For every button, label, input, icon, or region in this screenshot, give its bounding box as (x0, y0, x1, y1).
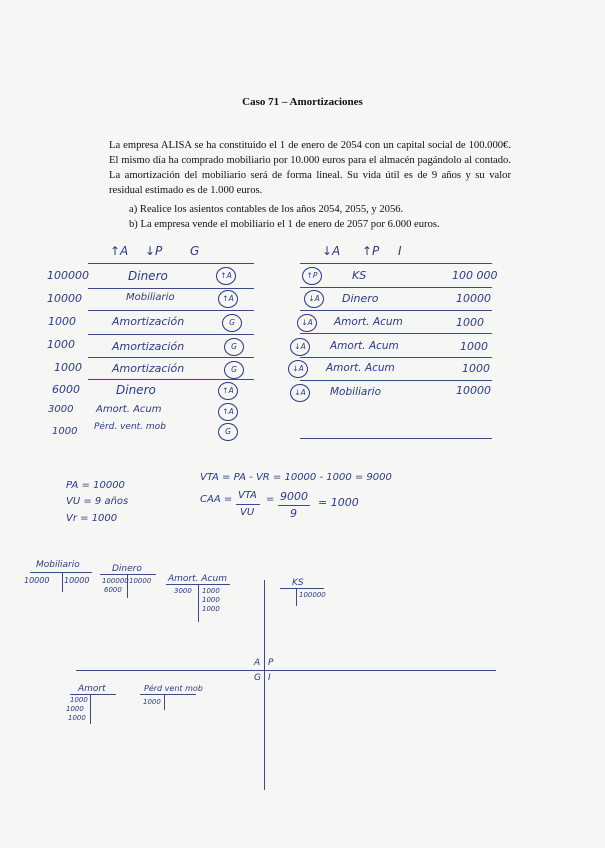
entry-tag-circle: G (222, 314, 242, 332)
divider (300, 357, 492, 358)
given-vr: Vr = 1000 (66, 513, 118, 524)
divider (300, 287, 492, 288)
t-stem (198, 584, 199, 622)
entry-account: Pérd. vent. mob (94, 422, 166, 432)
quadrant-label-i: I (268, 673, 271, 683)
t-debit: 6000 (104, 586, 122, 594)
t-stem (90, 694, 91, 724)
entry-tag-circle: ↓A (290, 384, 310, 402)
header-income: I (398, 244, 402, 258)
quadrant-label-g: G (254, 673, 261, 683)
divider (88, 379, 254, 380)
t-name: Mobiliario (36, 560, 80, 570)
entry-amount: 1000 (456, 316, 484, 329)
entry-tag-circle: ↓A (304, 290, 324, 308)
header-expense: G (190, 244, 200, 258)
entry-amount: 10000 (456, 292, 491, 305)
given-vu: VU = 9 años (66, 496, 129, 507)
t-debit: 1000 (66, 705, 84, 713)
t-bar (140, 694, 196, 695)
entry-account: KS (352, 269, 367, 282)
header-asset-up: ↑A (110, 244, 129, 258)
t-name: Dinero (112, 564, 142, 574)
entry-account: Dinero (342, 292, 379, 305)
entry-account: Amortización (112, 362, 185, 375)
divider (88, 310, 254, 311)
entry-amount: 3000 (48, 404, 74, 415)
t-stem (296, 588, 297, 606)
divider (300, 380, 492, 381)
divider (300, 333, 492, 334)
t-debit: 1000 (70, 696, 88, 704)
quadrant-horizontal-axis (76, 670, 496, 671)
frac-vta: VTA (238, 490, 257, 501)
t-debit: 3000 (174, 587, 192, 595)
page-title: Caso 71 – Amortizaciones (242, 96, 363, 108)
entry-tag-circle: ↑A (218, 382, 238, 400)
t-bar (280, 588, 324, 589)
calc-result: = 1000 (318, 496, 359, 509)
entry-amount: 1000 (52, 426, 78, 437)
t-credit: 1000 (202, 605, 220, 613)
entry-account: Amort. Acum (326, 362, 395, 374)
entry-tag-circle: G (224, 338, 244, 356)
entry-account: Amortización (112, 340, 185, 353)
t-name: Amort (78, 684, 106, 694)
divider (88, 288, 254, 289)
entry-tag-circle: ↑A (218, 290, 238, 308)
entry-tag-circle: G (218, 423, 238, 441)
entry-account: Amortización (112, 315, 185, 328)
quadrant-label-p: P (268, 658, 274, 668)
entry-amount: 1000 (460, 340, 488, 353)
entry-account: Mobiliario (126, 292, 175, 303)
entry-tag-circle: ↓A (288, 360, 308, 378)
header-liability-up: ↑P (362, 244, 380, 258)
fraction-bar (236, 504, 260, 505)
t-credit: 1000 (202, 596, 220, 604)
t-debit: 1000 (143, 698, 161, 706)
t-debit: 1000 (68, 714, 86, 722)
t-debit: 100000 (102, 577, 129, 585)
problem-statement: La empresa ALISA se ha constituido el 1 de enero de 2054 con un capital social de 100.000€. El mismo día ha comprado mobiliario por 10.000 euros para el almacén pagándolo al contado. La amortización del mobiliario será de forma lineal. Su vida útil es de 9 años y su valor residual estimado es de 1.000 euros. (109, 140, 511, 196)
t-bar (30, 572, 92, 573)
t-credit: 1000 (202, 587, 220, 595)
divider (300, 310, 492, 311)
entry-amount: 100 000 (452, 269, 498, 282)
entry-account: Amort. Acum (334, 316, 403, 328)
task-a: a) Realice los asientos contables de los años 2054, 2055, y 2056. (129, 204, 404, 215)
divider (300, 263, 492, 264)
t-bar (70, 694, 116, 695)
divider (88, 263, 254, 264)
entry-tag-circle: ↓A (290, 338, 310, 356)
t-credit: 10000 (64, 576, 90, 585)
entry-amount: 10000 (47, 292, 82, 305)
divider (300, 438, 492, 439)
entry-account: Dinero (128, 269, 168, 283)
task-b: b) La empresa vende el mobiliario el 1 de enero de 2057 por 6.000 euros. (129, 219, 440, 230)
calc-vta: VTA = PA - VR = 10000 - 1000 = 9000 (200, 472, 392, 483)
header-asset-down: ↓A (322, 244, 341, 258)
t-name: Pérd vent mob (144, 684, 203, 693)
entry-amount: 1000 (48, 315, 76, 328)
t-debit: 10000 (24, 576, 50, 585)
quadrant-vertical-axis (264, 580, 265, 790)
entry-amount: 1000 (462, 362, 490, 375)
entry-tag-circle: ↓A (297, 314, 317, 332)
entry-amount: 6000 (52, 383, 80, 396)
calc-caa-label: CAA = (200, 494, 233, 505)
header-liability-down: ↓P (145, 244, 163, 258)
given-pa: PA = 10000 (66, 480, 125, 491)
fraction-bar (278, 505, 310, 506)
t-credit: 100000 (299, 591, 326, 599)
entry-amount: 100000 (47, 269, 89, 282)
quadrant-label-a: A (254, 658, 261, 668)
t-name: KS (292, 578, 304, 588)
entry-tag-circle: ↑P (302, 267, 322, 285)
calc-eq: = (266, 494, 275, 505)
entry-account: Mobiliario (330, 386, 381, 398)
entry-amount: 1000 (54, 361, 82, 374)
frac-9: 9 (290, 507, 297, 520)
frac-9000: 9000 (280, 490, 308, 503)
entry-amount: 10000 (456, 384, 491, 397)
entry-account: Amort. Acum (96, 404, 162, 415)
entry-tag-circle: ↑A (218, 403, 238, 421)
entry-account: Dinero (116, 383, 156, 397)
entry-tag-circle: G (224, 361, 244, 379)
divider (88, 357, 254, 358)
entry-account: Amort. Acum (330, 340, 399, 352)
t-bar (100, 574, 156, 575)
t-name: Amort. Acum (168, 574, 227, 584)
t-stem (62, 572, 63, 592)
entry-amount: 1000 (47, 338, 75, 351)
t-credit: 10000 (129, 577, 152, 585)
divider (88, 334, 254, 335)
frac-vu: VU (240, 507, 255, 518)
t-stem (164, 694, 165, 710)
entry-tag-circle: ↑A (216, 267, 236, 285)
